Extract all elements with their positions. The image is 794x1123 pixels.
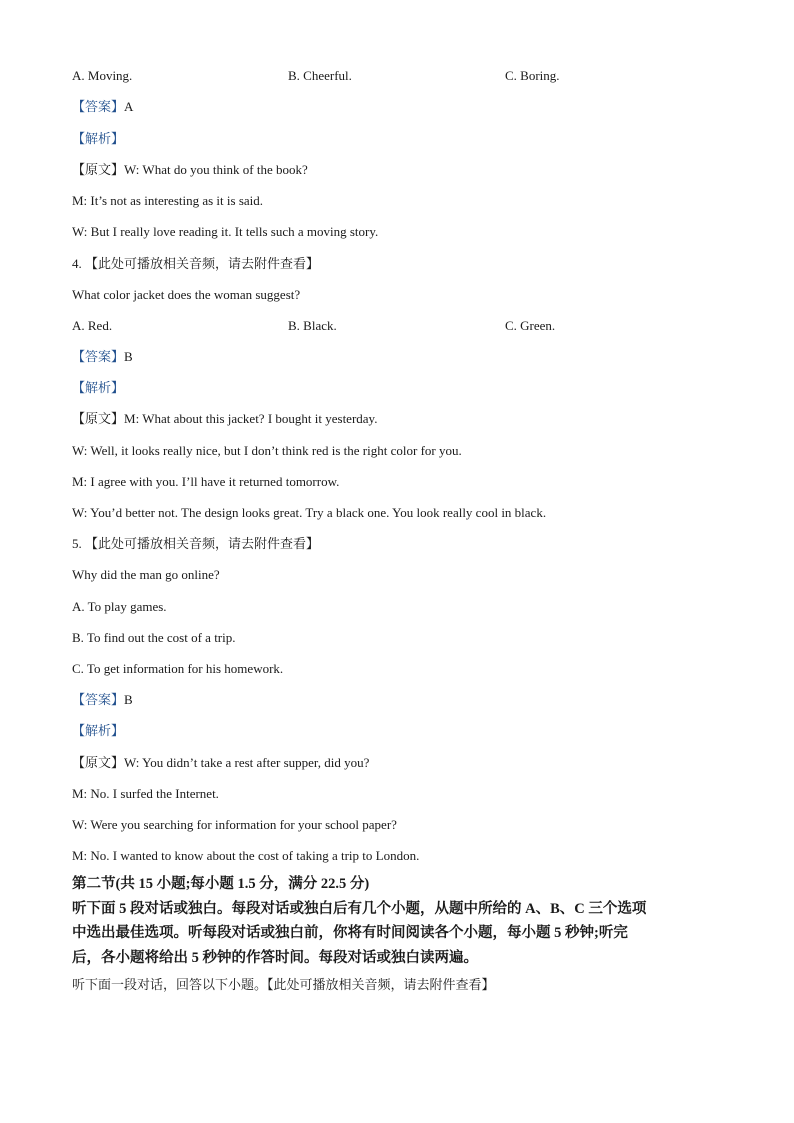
q3-option-a: A. Moving.: [72, 68, 133, 83]
q4-option-a: A. Red.: [72, 318, 113, 333]
q4-analysis-tag: 【解析】: [72, 380, 125, 395]
section2-instruction-3: 后，各小题将给出 5 秒钟的作答时间。每段对话或独白读两遍。: [72, 950, 478, 966]
q5-transcript-line-2: M: No. I surfed the Internet.: [72, 786, 219, 801]
section2-prompt: 听下面一段对话，回答以下小题。【此处可播放相关音频，请去附件查看】: [72, 977, 495, 992]
q3-analysis-tag: 【解析】: [72, 131, 125, 146]
q3-option-c: C. Boring.: [505, 68, 560, 83]
q3-transcript-line-3: W: But I really love reading it. It tells such a moving story.: [72, 224, 379, 239]
answer-value: B: [124, 692, 133, 707]
section2-instruction-1: 听下面 5 段对话或独白。每段对话或独白后有几个小题，从题中所给的 A、B、C 三个选项: [72, 901, 647, 917]
q5-option-c: C. To get information for his homework.: [72, 661, 284, 676]
transcript-text: M: What about this jacket? I bought it yesterday.: [124, 411, 378, 426]
q4-transcript-line-3: M: I agree with you. I’ll have it returned tomorrow.: [72, 474, 340, 489]
q3-transcript-line-2: M: It’s not as interesting as it is said.: [72, 193, 264, 208]
q4-transcript-line-4: W: You’d better not. The design looks great. Try a black one. You look really cool in black.: [72, 505, 547, 520]
q4-transcript-line-1: [72, 410, 377, 428]
q4-option-b: B. Black.: [288, 318, 337, 333]
q3-option-b: B. Cheerful.: [288, 68, 352, 83]
transcript-tag: 【原文】: [72, 162, 125, 177]
q3-answer: [72, 98, 133, 116]
q5-analysis-tag: 【解析】: [72, 723, 125, 738]
transcript-tag: 【原文】: [72, 755, 125, 770]
q5-option-b: B. To find out the cost of a trip.: [72, 630, 236, 645]
q5-heading: 5. 【此处可播放相关音频，请去附件查看】: [72, 536, 320, 551]
transcript-text: W: What do you think of the book?: [124, 162, 308, 177]
q4-option-c: C. Green.: [505, 318, 556, 333]
section2-title: 第二节(共 15 小题;每小题 1.5 分，满分 22.5 分): [72, 876, 370, 892]
transcript-text: W: You didn’t take a rest after supper, did you?: [124, 755, 370, 770]
answer-value: A: [124, 99, 134, 114]
answer-tag: 【答案】: [72, 349, 125, 364]
answer-tag: 【答案】: [72, 692, 125, 707]
q3-transcript-line-1: [72, 161, 308, 179]
q4-question: What color jacket does the woman suggest?: [72, 287, 301, 302]
answer-value: B: [124, 349, 133, 364]
q4-transcript-line-2: W: Well, it looks really nice, but I don’t think red is the right color for you.: [72, 443, 462, 458]
q4-answer: [72, 348, 133, 366]
q5-answer: [72, 691, 133, 709]
q4-heading: 4. 【此处可播放相关音频，请去附件查看】: [72, 256, 320, 271]
transcript-tag: 【原文】: [72, 411, 125, 426]
section2-instruction-2: 中选出最佳选项。听每段对话或独白前，你将有时间阅读各个小题，每小题 5 秒钟;听完: [72, 925, 628, 941]
q5-question: Why did the man go online?: [72, 567, 220, 582]
q5-option-a: A. To play games.: [72, 599, 167, 614]
q5-transcript-line-1: [72, 754, 369, 772]
q5-transcript-line-3: W: Were you searching for information for your school paper?: [72, 817, 397, 832]
q5-transcript-line-4: M: No. I wanted to know about the cost of taking a trip to London.: [72, 848, 420, 863]
answer-tag: 【答案】: [72, 99, 125, 114]
